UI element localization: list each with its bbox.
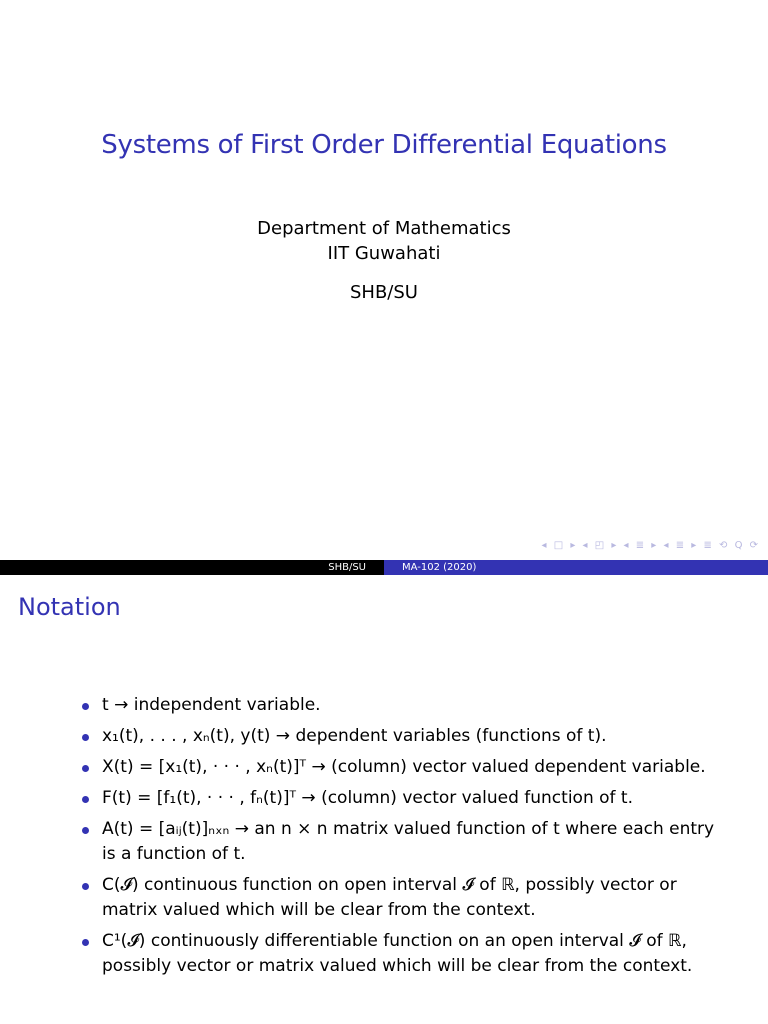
author-block (0, 216, 768, 266)
list-item: A(t) = [aᵢⱼ(t)]ₙₓₙ → an n × n matrix valued function of t where each entry is a function of t. (78, 817, 718, 867)
list-item: X(t) = [x₁(t), · · · , xₙ(t)]ᵀ → (column) vector valued dependent variable. (78, 755, 718, 780)
presentation-title: Systems of First Order Differential Equations (101, 130, 667, 160)
beamer-navigation-icons[interactable]: ◂ □ ▸ ◂ ◰ ▸ ◂ ≣ ▸ ◂ ≣ ▸ ≣ ⟲ Q ⟳ (541, 540, 760, 551)
list-item: t → independent variable. (78, 693, 718, 718)
list-item: C(𝓘) continuous function on open interval 𝓘 of ℝ, possibly vector or matrix valued which will be clear from the context. (78, 873, 718, 923)
frame-title: Notation (18, 593, 121, 621)
presenter-initials: SHB/SU (350, 282, 418, 303)
author-department: Department of Mathematics (257, 218, 511, 239)
notation-slide (0, 575, 768, 1024)
list-item: C¹(𝓘) continuously differentiable function on an open interval 𝓘 of ℝ, possibly vector or matrix valued which will be clear from the context. (78, 929, 718, 979)
footer-author: SHB/SU (0, 560, 384, 575)
author-institute: IIT Guwahati (327, 243, 441, 264)
list-item: x₁(t), . . . , xₙ(t), y(t) → dependent variables (functions of t). (78, 724, 718, 749)
slide-footer (0, 560, 768, 575)
notation-list (78, 693, 718, 985)
footer-course: MA-102 (2020) (384, 560, 768, 575)
list-item: F(t) = [f₁(t), · · · , fₙ(t)]ᵀ → (column) vector valued function of t. (78, 786, 718, 811)
